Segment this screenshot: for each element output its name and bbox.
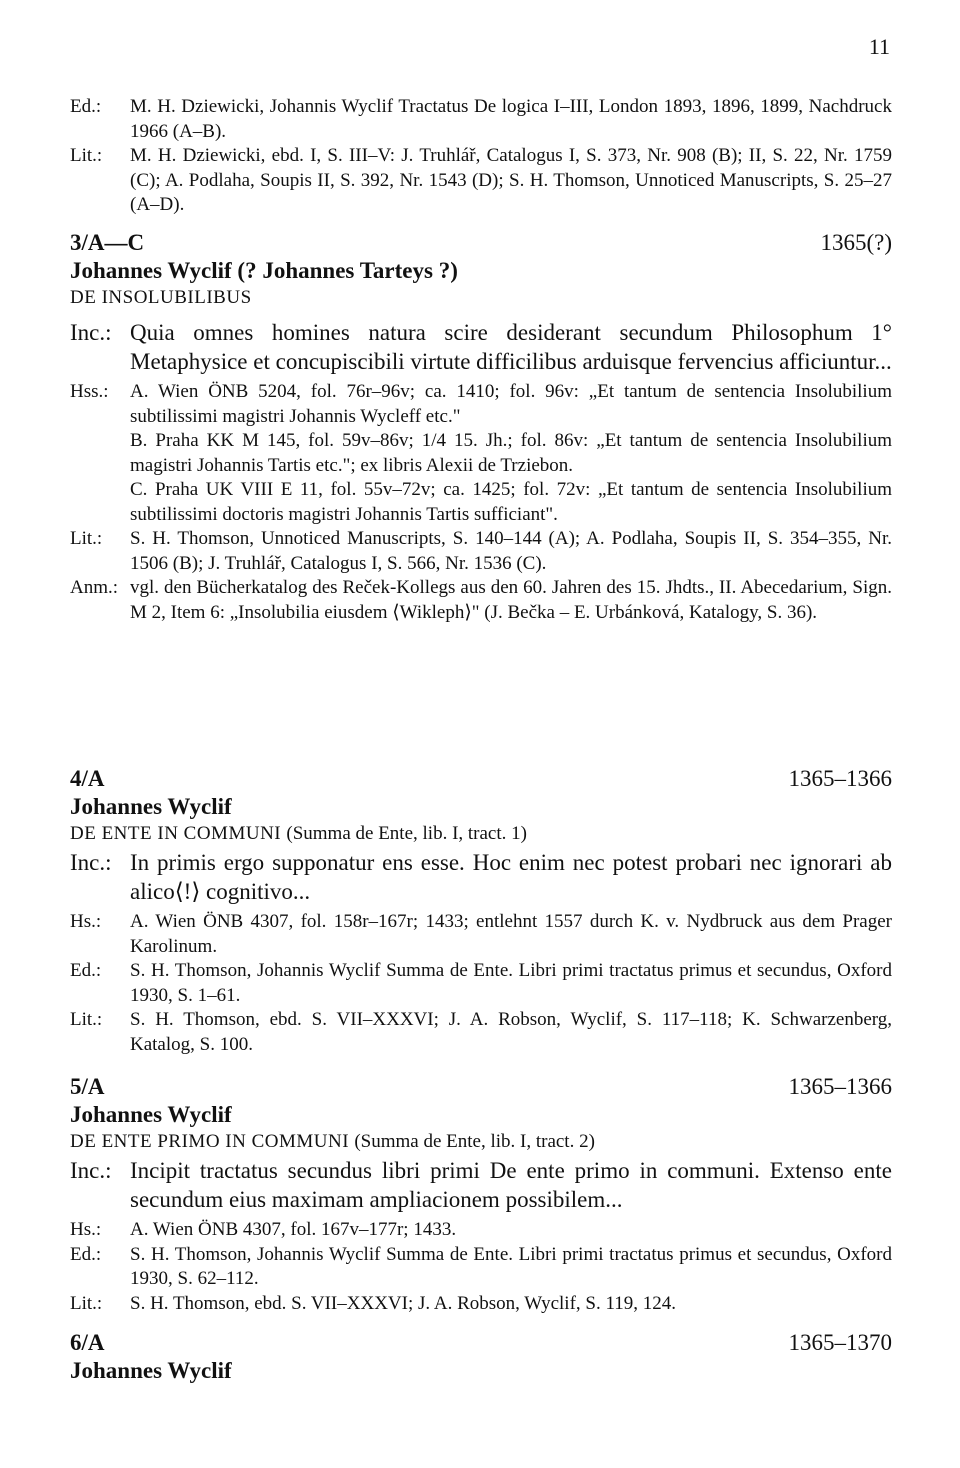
- entry-date: 1365–1366: [788, 766, 892, 791]
- entry-title: DE ENTE IN COMMUNI: [70, 823, 282, 844]
- entry-5-header: [70, 1074, 892, 1154]
- entry-3-body: [70, 318, 892, 625]
- lit-label: Lit.:: [70, 1009, 103, 1030]
- entry-signature: 6/A: [70, 1330, 105, 1355]
- entry-date: 1365(?): [820, 230, 892, 255]
- manuscript-a: A. Wien ÖNB 4307, fol. 158r–167r; 1433; entlehnt 1557 durch K. v. Nydbruck aus dem Prager Karolinum.: [130, 911, 892, 957]
- inc-label: Inc.:: [70, 850, 112, 875]
- entry-signature: 4/A: [70, 766, 105, 791]
- anm-text: vgl. den Bücherkatalog des Reček-Kollegs aus den 60. Jahren des 15. Jhdts., II. Abecedarium, Sign. M 2, Item 6: „Insolubilia eiusdem ⟨Wikleph⟩" (J. Bečka – E. Urbánková, Katalogy, S. 36).: [130, 577, 892, 623]
- inc-label: Inc.:: [70, 1158, 112, 1183]
- top-continuation: [70, 95, 892, 218]
- entry-title-note: (Summa de Ente, lib. I, tract. 1): [286, 823, 527, 844]
- entry-signature: 3/A—C: [70, 230, 145, 255]
- entry-title-note: (Summa de Ente, lib. I, tract. 2): [354, 1131, 595, 1152]
- incipit-text: Incipit tractatus secundus libri primi De ente primo in communi. Extenso ente secundum eius maximam ampliacionem possibilem...: [130, 1158, 892, 1212]
- entry-6-header: [70, 1330, 892, 1386]
- ed-label: Ed.:: [70, 960, 102, 981]
- page-number: 11: [868, 34, 890, 59]
- hs-label: Hs.:: [70, 911, 102, 932]
- lit-label: Lit.:: [70, 145, 103, 166]
- entry-author: Johannes Wyclif: [70, 794, 232, 819]
- ed-text: S. H. Thomson, Johannis Wyclif Summa de Ente. Libri primi tractatus primus et secundus, Oxford 1930, S. 62–112.: [130, 1243, 892, 1289]
- lit-text: M. H. Dziewicki, ebd. I, S. III–V: J. Truhlář, Catalogus I, S. 373, Nr. 908 (B); II, S. 22, Nr. 1759 (C); A. Podlaha, Soupis II, S. 392, Nr. 1543 (D); S. H. Thomson, Unnoticed Manuscripts, S. 25–27 (A–D).: [130, 145, 892, 215]
- ed-text: M. H. Dziewicki, Johannis Wyclif Tractatus De logica I–III, London 1893, 1896, 1899, Nachdruck 1966 (A–B).: [130, 96, 892, 142]
- lit-text: S. H. Thomson, ebd. S. VII–XXXVI; J. A. Robson, Wyclif, S. 119, 124.: [130, 1292, 677, 1314]
- entry-title-line: [70, 1130, 892, 1154]
- hss-label: Hss.:: [70, 381, 109, 402]
- incipit-text: In primis ergo supponatur ens esse. Hoc enim nec potest probari nec ignorari ab alico⟨!⟩ cognitivo...: [130, 850, 892, 904]
- ed-text: S. H. Thomson, Johannis Wyclif Summa de Ente. Libri primi tractatus primus et secundus, Oxford 1930, S. 1–61.: [130, 960, 892, 1006]
- entry-author: Johannes Wyclif: [70, 1358, 232, 1383]
- entry-author: Johannes Wyclif: [70, 1102, 232, 1127]
- manuscript-a: A. Wien ÖNB 4307, fol. 167v–177r; 1433.: [130, 1219, 457, 1240]
- entry-signature: 5/A: [70, 1074, 105, 1099]
- lit-label: Lit.:: [70, 528, 103, 549]
- entry-4-body: [70, 848, 892, 1057]
- top-ed-row: [70, 95, 892, 144]
- lit-text: S. H. Thomson, Unnoticed Manuscripts, S. 140–144 (A); A. Podlaha, Soupis II, S. 354–355, Nr. 1506 (B); J. Truhlář, Catalogus I, S. 566, Nr. 1536 (C).: [130, 528, 892, 574]
- manuscript-b: B. Praha KK M 145, fol. 59v–86v; 1/4 15. Jh.; fol. 86v: „Et tantum de sentencia Insolubilium magistri Johannis Tartis etc."; ex libris Alexii de Trziebon.: [130, 430, 892, 476]
- top-lit-row: [70, 144, 892, 218]
- ed-label: Ed.:: [70, 1243, 102, 1265]
- manuscript-c: C. Praha UK VIII E 11, fol. 55v–72v; ca. 1425; fol. 72v: „Et tantum de sentencia Insolubilium subtilissimi doctoris magistri Johannis Tartis sufficiant".: [130, 479, 892, 525]
- entry-date: 1365–1370: [788, 1330, 892, 1355]
- entry-author: Johannes Wyclif (? Johannes Tarteys ?): [70, 258, 458, 283]
- inc-label: Inc.:: [70, 320, 112, 345]
- entry-4-header: [70, 766, 892, 846]
- lit-label: Lit.:: [70, 1292, 103, 1314]
- ed-label: Ed.:: [70, 96, 102, 117]
- entry-3-header: [70, 230, 892, 310]
- entry-5-body: [70, 1156, 892, 1316]
- entry-date: 1365–1366: [788, 1074, 892, 1099]
- lit-text: S. H. Thomson, ebd. S. VII–XXXVI; J. A. Robson, Wyclif, S. 117–118; K. Schwarzenberg, Katalog, S. 100.: [130, 1009, 892, 1055]
- hs-label: Hs.:: [70, 1219, 102, 1240]
- entry-title-line: [70, 822, 892, 846]
- incipit-text: Quia omnes homines natura scire desiderant secundum Philosophum 1° Metaphysice et concupiscibili virtute difficilibus arduisque fervencius afficiuntur...: [130, 320, 892, 374]
- manuscript-a: A. Wien ÖNB 5204, fol. 76r–96v; ca. 1410; fol. 96v: „Et tantum de sentencia Insolubilium subtilissimi magistri Johannis Wycleff etc.": [130, 381, 892, 427]
- entry-title: DE ENTE PRIMO IN COMMUNI: [70, 1131, 350, 1152]
- anm-label: Anm.:: [70, 577, 119, 598]
- entry-title: DE INSOLUBILIBUS: [70, 287, 252, 308]
